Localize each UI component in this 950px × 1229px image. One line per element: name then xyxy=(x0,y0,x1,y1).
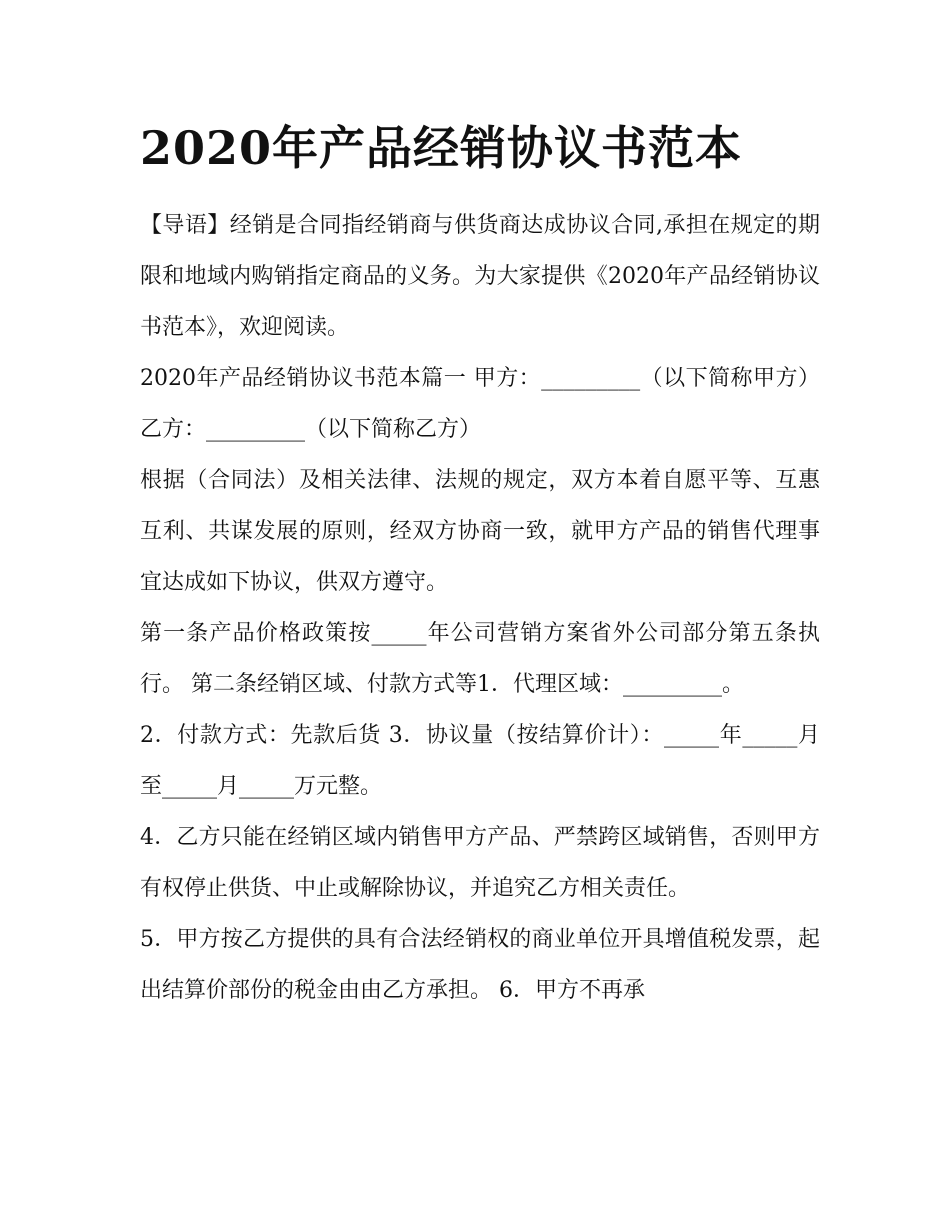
document-page xyxy=(140,118,820,1016)
parties-paragraph: 2020年产品经销协议书范本篇一 甲方：_________（以下简称甲方） 乙方：_________（以下简称乙方） xyxy=(140,366,820,442)
payment-paragraph: 2．付款方式：先款后货 3．协议量（按结算价计）：_____年_____月至_____月_____万元整。 xyxy=(140,723,820,799)
basis-paragraph: 根据（合同法）及相关法律、法规的规定，双方本着自愿平等、互惠互利、共谋发展的原则，经双方协商一致，就甲方产品的销售代理事宜达成如下协议，供双方遵守。 xyxy=(140,468,820,595)
invoice-paragraph: 5．甲方按乙方提供的具有合法经销权的商业单位开具增值税发票，起出结算价部份的税金由由乙方承担。 6．甲方不再承 xyxy=(140,927,820,1003)
region-restriction-paragraph: 4．乙方只能在经销区域内销售甲方产品、严禁跨区域销售，否则甲方有权停止供货、中止或解除协议，并追究乙方相关责任。 xyxy=(140,825,820,901)
article-one-two-paragraph: 第一条产品价格政策按_____年公司营销方案省外公司部分第五条执行。 第二条经销区域、付款方式等1．代理区域：_________。 xyxy=(140,621,820,697)
document-title: 2020年产品经销协议书范本 xyxy=(140,121,743,175)
intro-paragraph: 【导语】经销是合同指经销商与供货商达成协议合同,承担在规定的期限和地域内购销指定商品的义务。为大家提供《2020年产品经销协议书范本》，欢迎阅读。 xyxy=(140,213,820,340)
